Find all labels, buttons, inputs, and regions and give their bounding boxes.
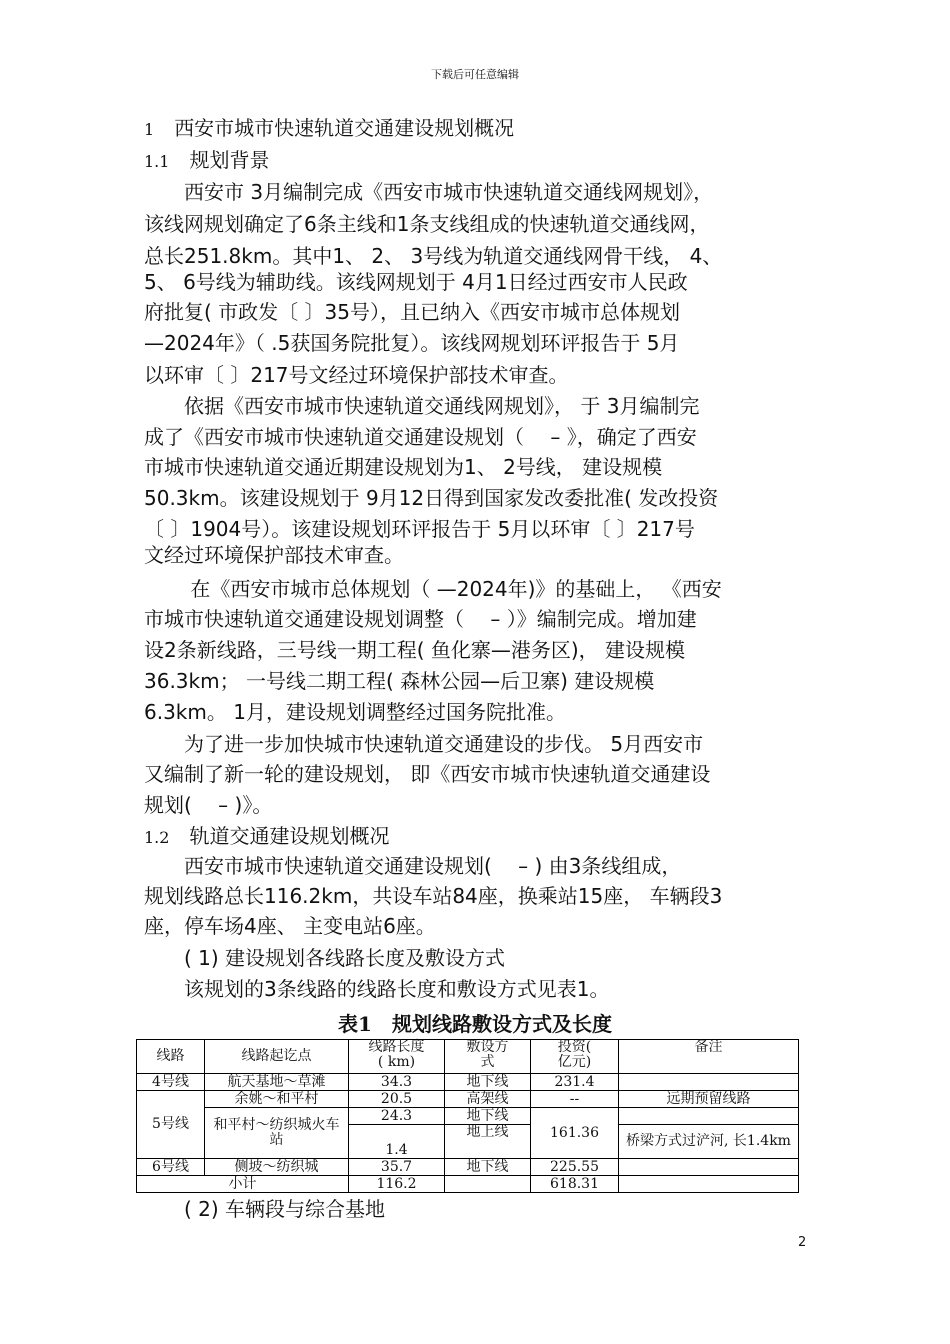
cell-subtotal-label: 小计 <box>137 1176 349 1193</box>
header-method-label: 敷设方 <box>466 1039 509 1055</box>
paragraph-line: 文经过环境保护部技术审查。 <box>144 543 404 567</box>
header-route: 线路起讫点 <box>205 1040 349 1074</box>
header-length <box>349 1040 445 1074</box>
paragraph-line: 5、 6号线为辅助线。该线网规划于 4月1日经过西安市人民政 <box>144 270 688 294</box>
paragraph-line: 规划( – )》。 <box>144 793 273 817</box>
heading-1-1-number: 1.1 <box>144 152 170 171</box>
paragraph-line: 府批复( 市政发〔 〕35号），且已纳入《西安市城市总体规划 <box>144 300 680 324</box>
cell-method: 地下线 <box>445 1074 531 1091</box>
paragraph-line: —2024年》（ .5获国务院批复）。该线网规划环评报告于 5月 <box>144 331 680 355</box>
heading-1 <box>144 116 514 142</box>
header-note: 备注 <box>619 1040 799 1074</box>
paragraph-line: 该线网规划确定了6条主线和1条支线组成的快速轨道交通线网， <box>144 212 710 236</box>
paragraph-line: 市城市快速轨道交通建设规划调整（ – ）》编制完成。增加建 <box>144 607 697 631</box>
paragraph-line: 以环审〔 〕217号文经过环境保护部技术审查。 <box>144 363 569 387</box>
cell-length: 24.3 <box>349 1108 445 1125</box>
cell-note <box>619 1074 799 1091</box>
cell-length: 116.2 <box>349 1176 445 1193</box>
cell-route: 航天基地～草滩 <box>205 1074 349 1091</box>
cell-method: 地下线 <box>445 1159 531 1176</box>
cell-length: 34.3 <box>349 1074 445 1091</box>
paragraph-line: 西安市 3月编制完成《西安市城市快速轨道交通线网规划》， <box>144 180 714 204</box>
header-invest <box>531 1040 619 1074</box>
cell-invest: 225.55 <box>531 1159 619 1176</box>
heading-1-number: 1 <box>144 120 155 139</box>
cell-method: 地上线 <box>445 1125 531 1159</box>
cell-invest: -- <box>531 1091 619 1108</box>
heading-1-2 <box>144 824 389 850</box>
table-header-row <box>137 1040 799 1074</box>
page-header: 下载后可任意编辑 <box>431 68 519 81</box>
paragraph-line: 成了《西安市城市快速轨道交通建设规划（ – 》，确定了西安 <box>144 425 697 449</box>
table-row-subtotal <box>137 1176 799 1193</box>
cell-invest: 231.4 <box>531 1074 619 1091</box>
cell-line: 6号线 <box>137 1159 205 1176</box>
paragraph-line: 36.3km； 一号线二期工程( 森林公园—后卫寨) 建设规模 <box>144 669 655 693</box>
heading-1-2-number: 1.2 <box>144 828 170 847</box>
route-table <box>136 1039 799 1193</box>
table-row <box>137 1091 799 1108</box>
cell-method <box>445 1176 531 1193</box>
heading-1-1 <box>144 148 269 174</box>
cell-route: 侧坡～纺织城 <box>205 1159 349 1176</box>
paragraph-line: ( 1) 建设规划各线路长度及敷设方式 <box>144 946 506 970</box>
header-method <box>445 1040 531 1074</box>
cell-note <box>619 1159 799 1176</box>
paragraph-line: 〔 〕1904号）。该建设规划环评报告于 5月以环审〔 〕217号 <box>144 517 695 541</box>
cell-note <box>619 1176 799 1193</box>
paragraph-line: 又编制了新一轮的建设规划， 即《西安市城市快速轨道交通建设 <box>144 762 711 786</box>
table-row <box>137 1074 799 1091</box>
paragraph-line: 为了进一步加快城市快速轨道交通建设的步伐。 5月西安市 <box>144 732 704 756</box>
table-caption: 表1 规划线路敷设方式及长度 <box>338 1012 612 1036</box>
header-method-label-2: 式 <box>480 1054 495 1070</box>
table-row <box>137 1108 799 1125</box>
header-line: 线路 <box>137 1040 205 1074</box>
heading-1-2-text: 轨道交通建设规划概况 <box>189 824 390 848</box>
paragraph-line: 西安市城市快速轨道交通建设规划( – ) 由3条线组成， <box>144 854 682 878</box>
cell-length: 35.7 <box>349 1159 445 1176</box>
cell-note: 桥梁方式过浐河, 长1.4km <box>619 1125 799 1159</box>
cell-method: 地下线 <box>445 1108 531 1125</box>
cell-note: 远期预留线路 <box>619 1091 799 1108</box>
header-invest-label-2: 亿元) <box>557 1054 592 1070</box>
cell-note <box>619 1108 799 1125</box>
cell-invest: 618.31 <box>531 1176 619 1193</box>
cell-line: 5号线 <box>137 1091 205 1159</box>
cell-line: 4号线 <box>137 1074 205 1091</box>
header-invest-label: 投资( <box>557 1039 592 1055</box>
table-row <box>137 1159 799 1176</box>
paragraph-line: 市城市快速轨道交通近期建设规划为1、 2号线， 建设规模 <box>144 455 663 479</box>
cell-invest: 161.36 <box>531 1108 619 1159</box>
paragraph-line: 50.3km。该建设规划于 9月12日得到国家发改委批准( 发改投资 <box>144 486 719 510</box>
paragraph-line: 规划线路总长116.2km，共设车站84座，换乘站15座， 车辆段3 <box>144 884 723 908</box>
cell-method: 高架线 <box>445 1091 531 1108</box>
cell-length: 20.5 <box>349 1091 445 1108</box>
paragraph-line: 总长251.8km。其中1、 2、 3号线为轨道交通线网骨干线， 4、 <box>144 244 723 268</box>
header-length-label: 线路长度 <box>368 1039 425 1055</box>
paragraph-line: 座，停车场4座、 主变电站6座。 <box>144 914 436 938</box>
paragraph-line: 依据《西安市城市快速轨道交通线网规划》， 于 3月编制完 <box>144 394 700 418</box>
paragraph-line: 在《西安市城市总体规划（ —2024年)》的基础上， 《西安 <box>144 577 722 601</box>
paragraph-line: 设2条新线路，三号线一期工程( 鱼化寨—港务区)， 建设规模 <box>144 638 686 662</box>
header-length-unit: ( km) <box>377 1054 416 1070</box>
heading-1-text: 西安市城市快速轨道交通建设规划概况 <box>174 116 515 140</box>
cell-route: 余姚～和平村 <box>205 1091 349 1108</box>
cell-length: 1.4 <box>349 1125 445 1159</box>
page-number: 2 <box>798 1235 807 1250</box>
cell-route: 和平村～纺织城火车站 <box>205 1108 349 1159</box>
heading-1-1-text: 规划背景 <box>189 148 270 172</box>
paragraph-line: 该规划的3条线路的线路长度和敷设方式见表1。 <box>144 977 610 1001</box>
paragraph-line: ( 2) 车辆段与综合基地 <box>144 1197 386 1221</box>
paragraph-line: 6.3km。 1月，建设规划调整经过国务院批准。 <box>144 700 566 724</box>
